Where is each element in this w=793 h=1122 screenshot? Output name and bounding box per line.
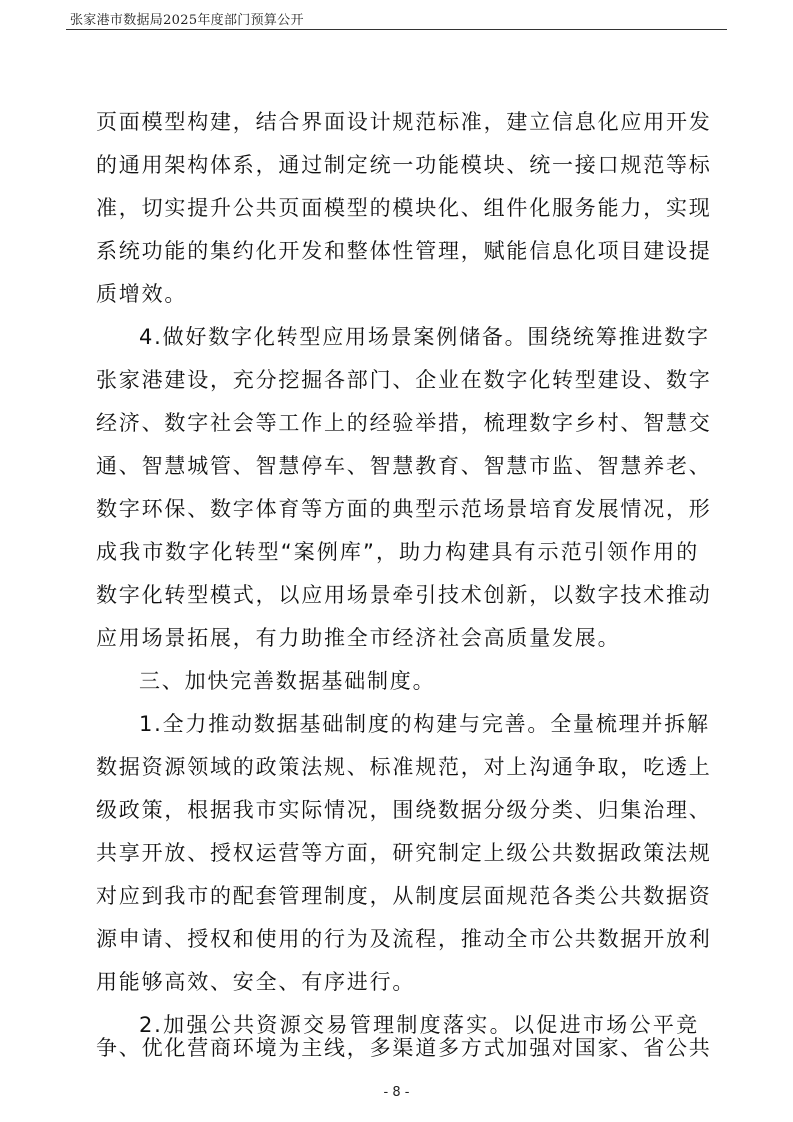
text-line: 级政策，根据我市实际情况，围绕数据分级分类、归集治理、 xyxy=(96,798,712,822)
section-heading: 三、加快完善数据基础制度。 xyxy=(139,669,436,693)
text-line: 数据资源领域的政策法规、标准规范，对上沟通争取，吃透上 xyxy=(96,755,712,779)
text-line: 应用场景拓展，有力助推全市经济社会高质量发展。 xyxy=(96,626,621,650)
text-line: 对应到我市的配套管理制度，从制度层面规范各类公共数据资 xyxy=(96,884,712,908)
text-line: 2.加强公共资源交易管理制度落实。以促进市场公平竞 xyxy=(139,1013,699,1037)
text-line: 4.做好数字化转型应用场景案例储备。围绕统筹推进数字 xyxy=(139,325,710,349)
header-title: 张家港市数据局2025年度部门预算公开 xyxy=(70,13,304,28)
text-line: 系统功能的集约化开发和整体性管理，赋能信息化项目建设提 xyxy=(96,239,712,263)
text-line: 数字化转型模式，以应用场景牵引技术创新，以数字技术推动 xyxy=(96,583,712,607)
text-line: 张家港建设，充分挖掘各部门、企业在数字化转型建设、数字 xyxy=(96,368,712,392)
page-number: - 8 - xyxy=(383,1085,410,1100)
text-line: 通、智慧城管、智慧停车、智慧教育、智慧市监、智慧养老、 xyxy=(96,454,712,478)
text-line: 成我市数字化转型“案例库”，助力构建具有示范引领作用的 xyxy=(96,540,699,564)
text-line: 数字环保、数字体育等方面的典型示范场景培育发展情况，形 xyxy=(96,497,712,521)
text-line: 经济、数字社会等工作上的经验举措，梳理数字乡村、智慧交 xyxy=(96,411,712,435)
text-line: 的通用架构体系，通过制定统一功能模块、统一接口规范等标 xyxy=(96,153,712,177)
text-line: 1.全力推动数据基础制度的构建与完善。全量梳理并拆解 xyxy=(139,712,710,736)
text-line: 争、优化营商环境为主线，多渠道多方式加强对国家、省公共 xyxy=(96,1036,712,1060)
text-line: 准，切实提升公共页面模型的模块化、组件化服务能力，实现 xyxy=(96,196,712,220)
text-line: 源申请、授权和使用的行为及流程，推动全市公共数据开放利 xyxy=(96,927,712,951)
text-line: 质增效。 xyxy=(96,282,188,306)
text-line: 共享开放、授权运营等方面，研究制定上级公共数据政策法规 xyxy=(96,841,712,865)
header-divider xyxy=(66,29,727,30)
text-line: 用能够高效、安全、有序进行。 xyxy=(96,970,416,994)
text-line: 页面模型构建，结合界面设计规范标准，建立信息化应用开发 xyxy=(96,110,712,134)
